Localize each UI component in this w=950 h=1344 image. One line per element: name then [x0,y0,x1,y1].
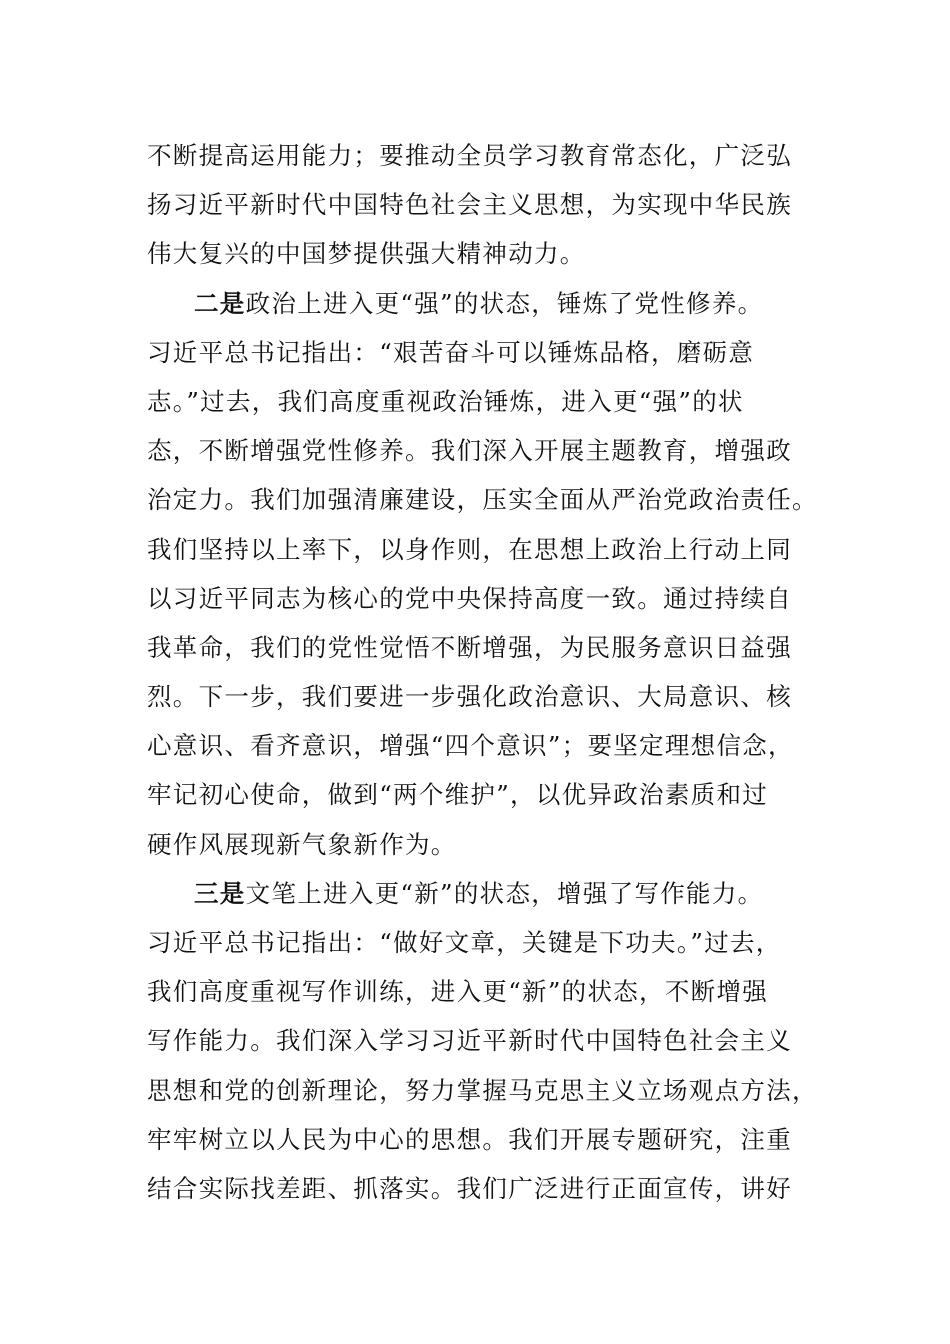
paragraph-first-line [147,869,807,918]
text-line: 扬习近平新时代中国特色社会主义思想，为实现中华民族 [147,190,792,220]
paragraph-2 [147,279,818,869]
text-line: 以习近平同志为核心的党中央保持高度一致。通过持续自 [147,583,792,613]
paragraph-heading-text: 政治上进入更“强”的状态，锤炼了党性修养。 [245,288,764,318]
text-line: 思想和党的创新理论，努力掌握马克思主义立场观点方法， [147,1075,818,1105]
paragraph-3 [147,869,818,1213]
text-line: 我革命，我们的党性觉悟不断增强，为民服务意识日益强 [147,632,792,662]
paragraph-first-line [147,279,807,328]
text-line: 硬作风展现新气象新作为。 [147,829,457,859]
text-line: 心意识、看齐意识，增强“四个意识”；要坚定理想信念， [147,731,794,761]
text-line: 牢牢树立以人民为中心的思想。我们开展专题研究，注重 [147,1124,792,1154]
paragraph-lead: 三是 [194,878,246,908]
text-line: 习近平总书记指出：“做好文章，关键是下功夫。”过去， [147,928,782,957]
text-line: 烈。下一步，我们要进一步强化政治意识、大局意识、核 [147,682,792,712]
text-line: 治定力。我们加强清廉建设，压实全面从严治党政治责任。 [147,485,818,515]
text-line: 习近平总书记指出：“艰苦奋斗可以锤炼品格，磨砺意 [147,337,755,367]
paragraph-lead: 二是 [194,288,246,318]
text-line: 我们高度重视写作训练，进入更“新”的状态，不断增强 [147,977,769,1007]
text-line: 不断提高运用能力；要推动全员学习教育常态化，广泛弘 [147,141,792,170]
paragraph-1 [147,131,807,279]
text-line: 写作能力。我们深入学习习近平新时代中国特色社会主义 [147,1026,792,1056]
document-body [147,131,818,1213]
text-line: 态，不断增强党性修养。我们深入开展主题教育，增强政 [147,436,792,466]
text-line: 伟大复兴的中国梦提供强大精神动力。 [147,239,586,269]
text-line: 牢记初心使命，做到“两个维护”，以优异政治素质和过 [147,780,769,810]
text-line: 结合实际找差距、抓落实。我们广泛进行正面宣传，讲好 [147,1173,792,1203]
text-line: 我们坚持以上率下，以身作则，在思想上政治上行动上同 [147,534,792,564]
text-line: 志。”过去，我们高度重视政治锤炼，进入更“强”的状 [147,386,744,416]
paragraph-heading-text: 文笔上进入更“新”的状态，增强了写作能力。 [245,878,764,908]
